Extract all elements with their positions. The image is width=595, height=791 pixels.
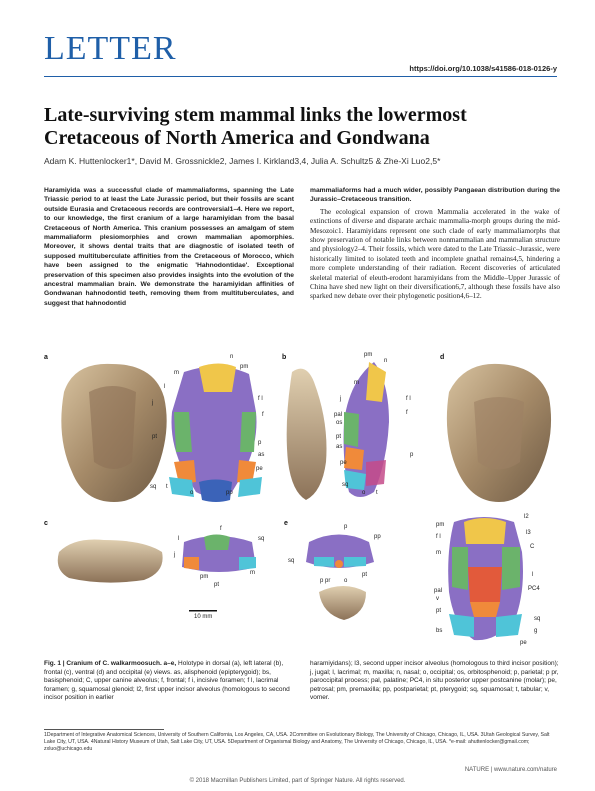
affiliations-footnote: 1Department of Integrative Anatomical Sciences, University of Southern California, Los Angeles, CA, USA. 2Committee on Evolutionary Biology, The University of Chicago, Chicago, IL, USA. 3Utah Geological Survey, Salt Lake City, UT, USA. 4Natural History Museum of Utah, Salt Lake City, UT, USA. 5Department of Organismal Biology and Anatomy, The University of Chicago, Chicago, IL, USA. *e-mail: ahuttenlocker@gmail.com; zxluo@uchicago.edu [44, 732, 550, 752]
label-f-pe: pe [520, 640, 527, 646]
panel-letter-c: c [44, 520, 48, 527]
doi-link[interactable]: https://doi.org/10.1038/s41586-018-0126-y [409, 64, 557, 73]
label-b-os: os [336, 420, 343, 426]
label-b-j: j [340, 396, 342, 402]
copyright: © 2018 Macmillan Publishers Limited, part of Springer Nature. All rights reserved. [189, 778, 406, 784]
label-f-bs: bs [436, 628, 443, 634]
label-c-j: j [174, 552, 176, 558]
figure-caption-left [44, 660, 294, 703]
label-a-j: j [152, 400, 154, 406]
figure-1 [44, 352, 558, 652]
label-b-pe: pe [340, 460, 347, 466]
article-title: Late-surviving stem mammal links the lowermost Cretaceous of North America and Gondwana [44, 104, 467, 149]
author-list: Adam K. Huttenlocker1*, David M. Grossnickle2, James I. Kirkland3,4, Julia A. Schultz5 & Zhe-Xi Luo2,5* [44, 156, 441, 166]
label-a-n: n [230, 354, 234, 360]
scale-bar-label: 10 mm [194, 614, 213, 620]
panel-a-photo [61, 364, 166, 502]
label-a-as: as [258, 452, 265, 458]
caption-text: Holotype in dorsal (a), left lateral (b), frontal (c), ventral (d) and occipital (e) views. as, alisphenoid (epipterygoid); bs, basisphenoid; C, upper canine alveolus; f, frontal; f i, incisive foramen; f l, lacrimal foramen; g, squamosal glenoid; l2, first upper incisor alveolus (homologous to second incisor position in earlier [44, 660, 290, 702]
journal-footer[interactable]: NATURE | www.nature.com/nature [464, 767, 557, 773]
label-b-f: f [406, 410, 408, 416]
label-f-pm: pm [436, 522, 445, 528]
label-f-m: m [436, 550, 441, 556]
label-b-sq: sq [342, 482, 349, 488]
label-b-pal: pal [334, 412, 343, 418]
label-f-l2: l2 [524, 514, 529, 520]
label-e-pt: pt [362, 572, 368, 578]
label-b-pt: pt [336, 434, 342, 440]
label-a-f: f [262, 412, 264, 418]
label-b-fl: f l [406, 396, 411, 402]
label-a-pe: pe [256, 466, 263, 472]
section-header: LETTER [44, 30, 177, 67]
footnote-rule [44, 729, 164, 730]
label-f-l3: l3 [526, 530, 531, 536]
caption-lead: Fig. 1 | Cranium of C. walkarmoosuch. a–e, [44, 660, 177, 667]
label-a-p: p [258, 440, 262, 446]
left-column [44, 186, 294, 308]
label-a-sq: sq [150, 484, 157, 490]
label-e-ppr: p pr [320, 578, 331, 584]
panel-b-diagram [344, 362, 389, 497]
label-c-m: m [250, 570, 255, 576]
label-f-g: g [534, 628, 538, 634]
label-f-PC4: PC4 [528, 586, 540, 592]
body-paragraph: The ecological expansion of crown Mammalia accelerated in the wake of extinctions of diverse and disparate archaic mammalia-morph groups during the mid-Mesozoic1. Haramiyidans represent one such clade of early mammaliamorphs that show preservation of notable links between nonmammalian and mammalian structure and physiology2–4. Their fossils, which were dated to the Late Triassic–Jurassic, were historically limited to isolated teeth and incomplete gnathal remains4,5, hindering a more complete understanding of their radiation. Recent discoveries of articulated skeletal material of eleuth-erodont haramiyidans from the Middle–Upper Jurassic of China have shed new light on their diversification6,7, although these fossils have also sparked new debate over their phylogenetic position4,6–12. [310, 207, 560, 301]
label-c-pt: pt [214, 582, 220, 588]
label-e-sq: sq [288, 558, 295, 564]
label-a-pp: pp [226, 490, 233, 496]
panel-c-photo [58, 540, 163, 583]
panel-d-photo [447, 364, 551, 502]
label-b-n: n [384, 358, 388, 364]
label-c-f: f [220, 526, 222, 532]
label-e-p: p [344, 524, 348, 530]
label-c-sq: sq [258, 536, 265, 542]
panel-f-diagram [448, 517, 523, 640]
panel-letter-a: a [44, 354, 48, 361]
label-e-pp: pp [374, 534, 381, 540]
label-f-v: v [436, 596, 439, 602]
label-a-t: t [166, 484, 168, 490]
label-a-l: l [164, 384, 166, 390]
figure-caption-right: haramiyidans); l3, second upper incisor alveolus (homologous to third incisor position); j, jugal; l, lacrimal; m, maxilla; n, nasal; o, occipital; os, orbitosphenoid; p, parietal; p pr, paroccipital process; pal, palatine; PC4, in situ posterior upper postcanine (molar); pe, petrosal; pm, premaxilla; pp, postparietal; pt, pterygoid; sq, squamosal; t, tabular; v, vomer. [310, 660, 559, 702]
label-f-l: l [532, 572, 534, 578]
label-b-p: p [410, 452, 414, 458]
label-e-o: o [344, 578, 348, 584]
label-f-pal: pal [434, 588, 443, 594]
abstract-continued: mammaliaforms had a much wider, possibly Pangaean distribution during the Jurassic–Cretaceous transition. [310, 187, 560, 204]
label-b-pm: pm [364, 352, 373, 358]
label-c-l: l [178, 536, 180, 542]
panel-c-diagram [182, 535, 256, 612]
header-rule [44, 76, 557, 77]
label-c-pm: pm [200, 574, 209, 580]
label-f-pt: pt [436, 608, 442, 614]
panel-b-photo [287, 369, 327, 500]
abstract: Haramiyida was a successful clade of mammaliaforms, spanning the Late Triassic period to at least the Late Jurassic period, but their fossils are scant outside Eurasia and Cretaceous records are controversial1–4. Here we report, to our knowledge, the first cranium of a large haramiyidan from the basal Cretaceous of North America. This cranium possesses an amalgam of stem mammaliaform plesiomorphies and crown mammalian apomorphies. Moreover, it shows dental traits that are diagnostic of isolated teeth of supposed multituberculate affinities from the Cretaceous of Morocco, which have been assigned to the enigmatic 'Hahnodontidae'. Exceptional preservation of this specimen also provides insights into the evolution of the ancestral mammalian brain. We demonstrate the haramiyidan affinities of Gondwanan hahnodontid teeth, removing them from multituberculates, and suggest that hahnodontid [44, 187, 294, 307]
label-a-pm: pm [240, 364, 249, 370]
label-f-sq: sq [534, 616, 541, 622]
label-f-fl: f l [436, 534, 441, 540]
label-a-m: m [174, 370, 179, 376]
label-b-m: m [354, 380, 359, 386]
label-a-pt: pt [152, 434, 158, 440]
label-b-as: as [336, 444, 343, 450]
label-a-fl: f l [258, 396, 263, 402]
label-f-C: C [530, 544, 535, 550]
panel-letter-d: d [440, 354, 445, 361]
figure-art [44, 352, 558, 652]
label-b-o: o [362, 490, 366, 496]
panel-letter-b: b [282, 354, 287, 361]
label-b-t: t [376, 490, 378, 496]
panel-letter-e: e [284, 520, 288, 527]
right-column [310, 186, 560, 302]
label-a-o: o [190, 490, 194, 496]
panel-a-diagram [169, 364, 265, 503]
